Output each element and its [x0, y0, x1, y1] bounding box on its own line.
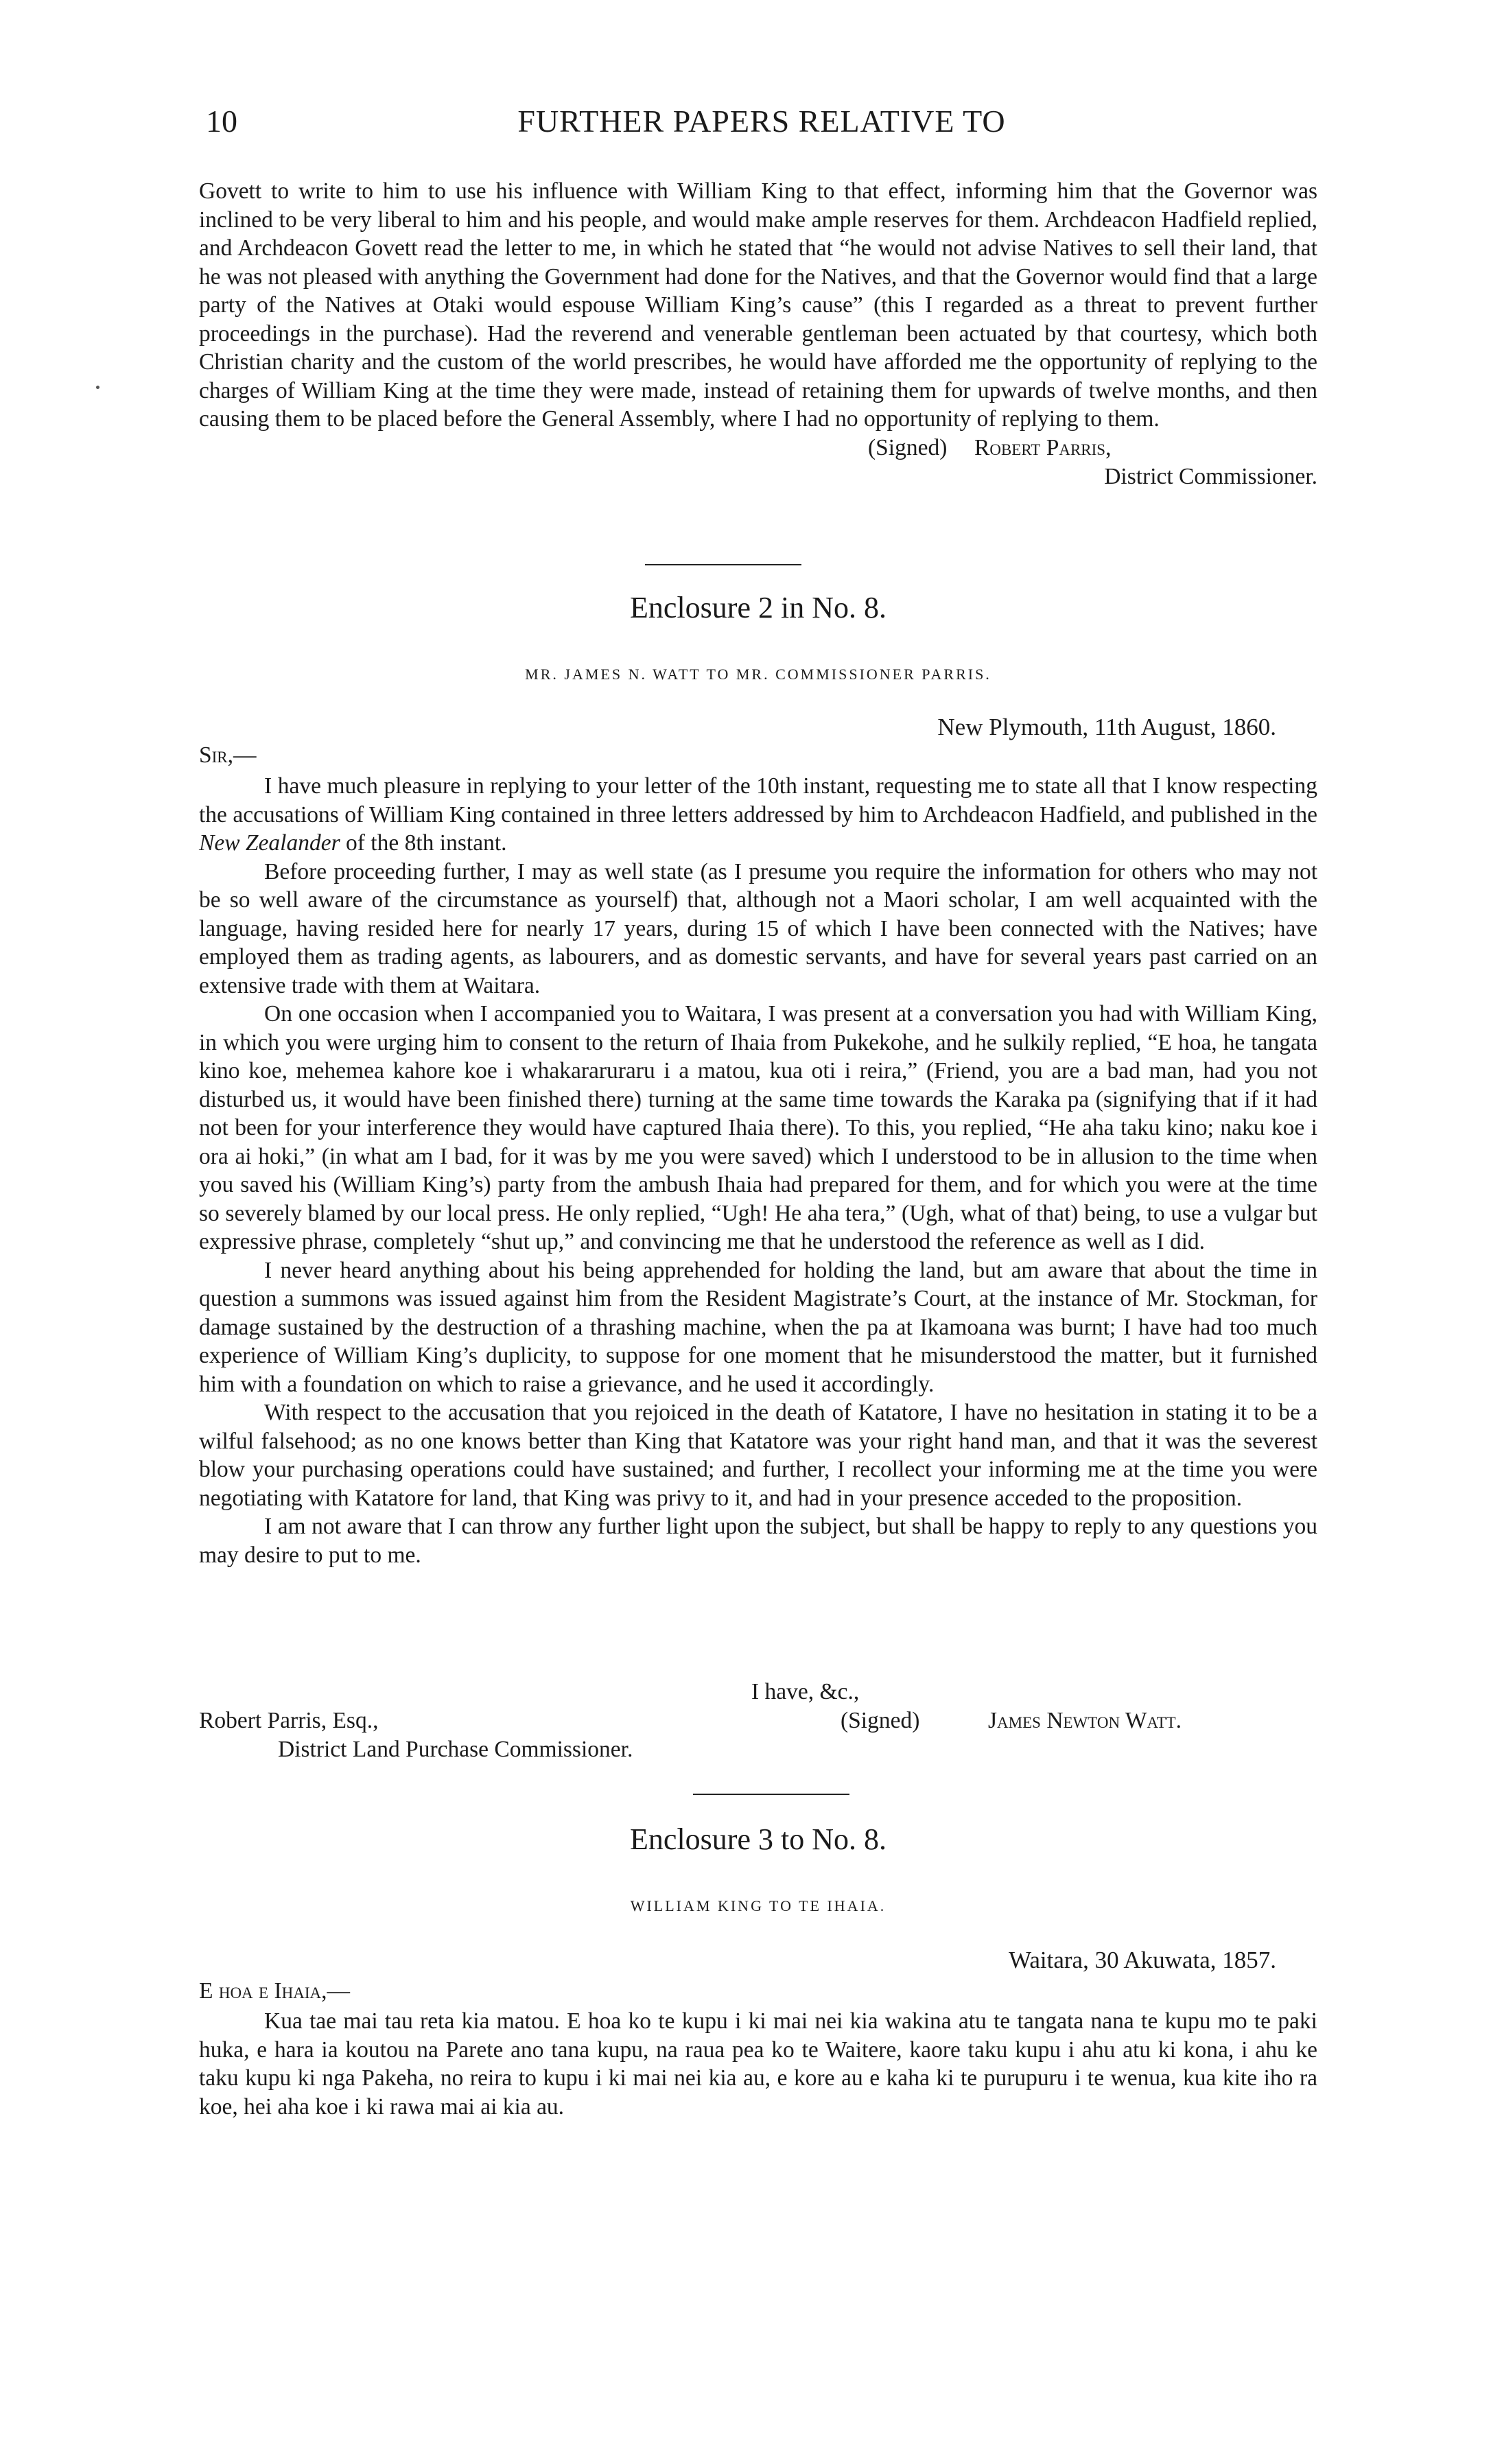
- margin-speck: [96, 386, 99, 389]
- newspaper-title: New Zealander: [199, 830, 340, 856]
- enclosure-3-body: [199, 2007, 1317, 2121]
- section-divider-2: [693, 1794, 849, 1795]
- continued-letter: [199, 177, 1317, 491]
- enclosure-2-paragraph-2: Before proceeding further, I may as well state (as I presume you require the information for others who may not be so well aware of the circumstance as yourself) that, although not a Maori scholar, I am well acquainted with the language, having resided here for nearly 17 years, during 15 of which I have been connected with the Natives; have employed them as trading agents, as labourers, and as domestic servants, and have for several years past carried on an extensive trade with them at Waitara.: [199, 858, 1317, 998]
- page-number: 10: [206, 104, 237, 139]
- enclosure-3: [199, 1822, 1317, 2165]
- enclosure-2-title: Enclosure 2 in No. 8.: [630, 591, 887, 624]
- section-divider: [645, 564, 801, 565]
- signer-name: Robert Parris,: [974, 434, 1112, 460]
- enclosure-2-signer: James Newton Watt.: [988, 1708, 1182, 1733]
- enclosure-3-subtitle: WILLIAM KING TO TE IHAIA.: [630, 1897, 887, 1914]
- signed-label: (Signed): [868, 434, 948, 460]
- enclosure-2-body: [199, 772, 1317, 1569]
- enclosure-2-paragraph-3: On one occasion when I accompanied you to Waitara, I was present at a conversation you had with William King, in which you were urging him to consent to the return of Ihaia from Pukekohe, and he sulkily replied, “E hoa, he tangata kino koe, mehemea kahore koe i whakararuraru i a matou, kua oti i reira,” (Friend, you are a bad man, had you not disturbed us, it would have been finished there) turning at the same time towards the Karaka pa (signifying that if it had not been for your interference they would have captured Ihaia there). To this, you replied, “He aha taku kino; naku koe i ora ai hoki,” (in what am I bad, for it was by me you were saved) which I understood to be in allusion to the time when you saved his (William King’s) party from the ambush Ihaia had prepared for them, and for which you were at the time so severely blamed by our local press. He only replied, “Ugh! He aha tera,” (Ugh, what of that) being, to use a vulgar but expressive phrase, completely “shut up,” and convincing me that he understood the reference as well as I did.: [199, 1001, 1317, 1254]
- enclosure-2-signed-label: (Signed): [841, 1708, 920, 1733]
- enclosure-2-dateline: New Plymouth, 11th August, 1860.: [937, 714, 1276, 740]
- enclosure-3-paragraph: Kua tae mai tau reta kia matou. E hoa ko te kupu i ki mai nei kia wakina atu te tangata nana te kupu mo te paki huka, e hara ia koutou na Parete ano tana kupu, na raua pea ko te Waitere, kaore taku kupu i ahu atu ki kona, i ahu ke taku kupu ki nga Pakeha, no reira to kupu i ki mai nei kia au, e kore au e kaha ki te purupuru i te wenua, kua kite iho ra koe, hei aha koe i ki rawa mai ai kia au.: [199, 2008, 1317, 2120]
- continued-signer-title-line: [199, 462, 1317, 491]
- signer-title: District Commissioner.: [1104, 463, 1317, 489]
- continued-signature: [199, 434, 1317, 462]
- closing-phrase: I have, &c.,: [751, 1679, 860, 1704]
- enclosure-2-subtitle: MR. JAMES N. WATT TO MR. COMMISSIONER PARRIS.: [525, 666, 991, 683]
- enclosure-2: [199, 590, 1317, 1757]
- addressee-name: Robert Parris, Esq.,: [199, 1708, 379, 1733]
- enclosure-2-paragraph-1: I have much pleasure in replying to your letter of the 10th instant, requesting me to state all that I know respecting the accusations of William King contained in three letters addressed by him to Archdeacon Hadfield, and published in the New Zealander of the 8th instant.: [199, 773, 1317, 856]
- running-title: FURTHER PAPERS RELATIVE TO: [517, 104, 1006, 139]
- enclosure-3-title: Enclosure 3 to No. 8.: [630, 1822, 887, 1856]
- enclosure-3-salutation: E hoa e Ihaia,—: [199, 1978, 350, 2004]
- enclosure-2-salutation: Sir,—: [199, 742, 257, 768]
- continued-paragraph: Govett to write to him to use his influence with William King to that effect, informing him that the Governor was inclined to be very liberal to him and his people, and would make ample reserves for them. Archdeacon Hadfield replied, and Archdeacon Govett read the letter to me, in which he stated that “he would not advise Natives to sell their land, that he was not pleased with anything the Government had done for the Natives, and that the Governor would find that a large party of the Natives at Otaki would espouse William King’s cause” (this I regarded as a threat to prevent further proceedings in the purchase). Had the reverend and venerable gentleman been actuated by that courtesy, which both Christian charity and the custom of the world prescribes, he would have afforded me the opportunity of replying to the charges of William King at the time they were made, instead of retaining them for upwards of twelve months, and then causing them to be placed before the General Assembly, where I had no opportunity of replying to them.: [199, 178, 1317, 432]
- enclosure-2-paragraph-4: I never heard anything about his being apprehended for holding the land, but am aware that about the time in question a summons was issued against him from the Resident Magistrate’s Court, at the instance of Mr. Stockman, for damage sustained by the destruction of a thrashing machine, when the pa at Ikamoana was burnt; I have had too much experience of William King’s duplicity, to suppose for one moment that he misunderstood the matter, but it furnished him with a foundation on which to raise a grievance, and he used it accordingly.: [199, 1257, 1317, 1397]
- enclosure-3-dateline: Waitara, 30 Akuwata, 1857.: [1009, 1947, 1276, 1973]
- enclosure-2-paragraph-5: With respect to the accusation that you rejoiced in the death of Katatore, I have no hesitation in stating it to be a wilful falsehood; as no one knows better than King that Katatore was your right hand man, and that it was the severest blow your purchasing operations could have sustained; and further, I recollect your informing me at the time you were negotiating with Katatore for land, that King was privy to it, and had in your presence acceded to the proposition.: [199, 1400, 1317, 1511]
- addressee-title: District Land Purchase Commissioner.: [278, 1737, 633, 1762]
- enclosure-2-paragraph-6: I am not aware that I can throw any further light upon the subject, but shall be happy to reply to any questions you may desire to put to me.: [199, 1514, 1317, 1568]
- page-header: [206, 103, 1317, 144]
